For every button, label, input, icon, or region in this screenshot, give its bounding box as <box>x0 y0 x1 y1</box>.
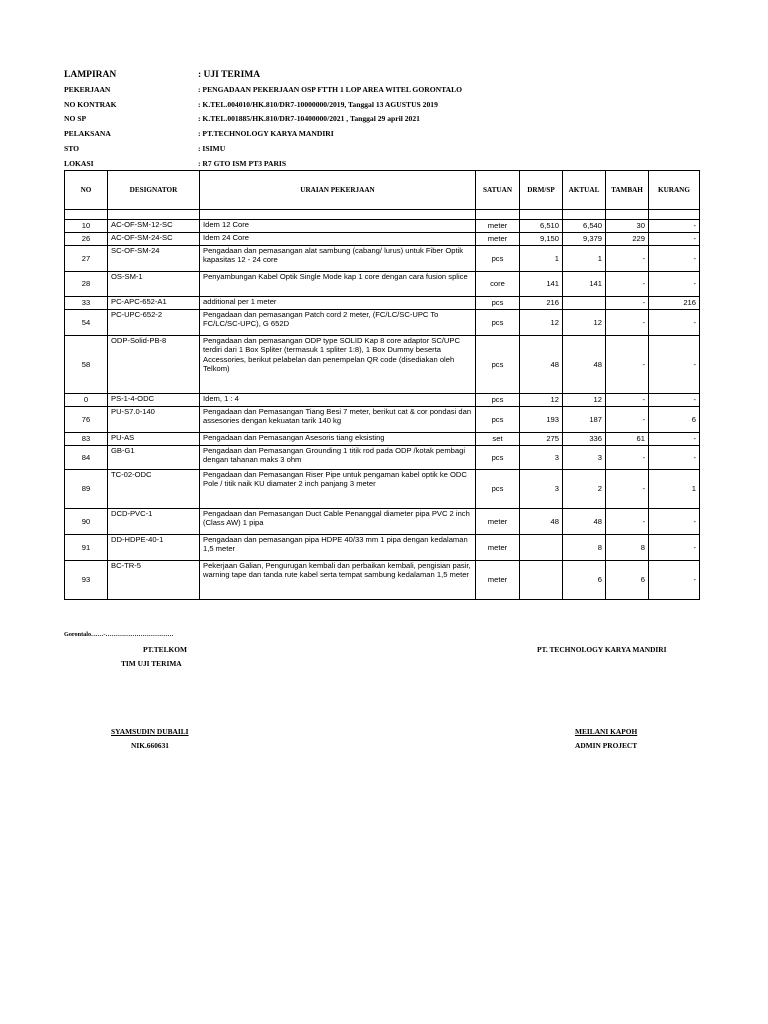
cell-tambah: 8 <box>606 535 649 561</box>
header-value: : PT.TECHNOLOGY KARYA MANDIRI <box>198 129 334 139</box>
table-row <box>65 336 700 394</box>
cell-kurang: - <box>649 446 700 470</box>
cell-drm-sp: 1 <box>520 246 563 272</box>
cell-no: 0 <box>65 394 108 407</box>
cell-uraian: Pengadaan dan pemasangan Patch cord 2 meter, (FC/LC/SC-UPC To FC/LC/SC-UPC), G 652D <box>200 310 476 336</box>
spacer-cell <box>649 210 700 220</box>
cell-aktual: 12 <box>563 394 606 407</box>
header-value: : K.TEL.001885/HK.810/DR7-10400000/2021 , Tanggal 29 april 2021 <box>198 114 420 124</box>
cell-drm-sp: 275 <box>520 433 563 446</box>
work-items-table <box>64 170 700 600</box>
cell-satuan: pcs <box>476 297 520 310</box>
cell-drm-sp: 48 <box>520 509 563 535</box>
column-header-drm-sp: DRM/SP <box>520 171 563 210</box>
cell-aktual: 141 <box>563 272 606 297</box>
header-label: LAMPIRAN <box>64 70 117 80</box>
cell-uraian: Penyambungan Kabel Optik Single Mode kap 1 core dengan cara fusion splice <box>200 272 476 297</box>
left-organization: PT.TELKOM <box>143 645 188 654</box>
cell-tambah: - <box>606 246 649 272</box>
cell-tambah: - <box>606 394 649 407</box>
cell-no: 76 <box>65 407 108 433</box>
header-value: : PENGADAAN PEKERJAAN OSP FTTH 1 LOP AREA WITEL GORONTALO <box>198 84 463 94</box>
cell-no: 93 <box>65 561 108 600</box>
cell-kurang: 1 <box>649 470 700 509</box>
cell-drm-sp: 9,150 <box>520 233 563 246</box>
cell-aktual: 3 <box>563 446 606 470</box>
cell-no: 54 <box>65 310 108 336</box>
cell-designator: PS-1-4-ODC <box>108 394 200 407</box>
table-row <box>65 446 700 470</box>
cell-designator: DD-HDPE-40-1 <box>108 535 200 561</box>
cell-aktual: 336 <box>563 433 606 446</box>
cell-satuan: meter <box>476 233 520 246</box>
cell-satuan: meter <box>476 220 520 233</box>
document-header <box>64 68 704 172</box>
cell-no: 27 <box>65 246 108 272</box>
cell-aktual: 187 <box>563 407 606 433</box>
cell-kurang: - <box>649 336 700 394</box>
table-row <box>65 470 700 509</box>
cell-drm-sp: 12 <box>520 394 563 407</box>
cell-designator: SC-OF-SM-24 <box>108 246 200 272</box>
cell-designator: PC-UPC-652-2 <box>108 310 200 336</box>
cell-uraian: Pengadaan dan pemasangan ODP type SOLID Kap 8 core adaptor SC/UPC terdiri dari 1 Box Spliter (termasuk 1 spliter 1:8), 1 Box Dummy beserta Accessories, berikut pelabelan dan penempelan QR code (disediakan oleh Telkom) <box>200 336 476 394</box>
cell-drm-sp: 6,510 <box>520 220 563 233</box>
cell-kurang: - <box>649 310 700 336</box>
header-label: LOKASI <box>64 158 94 168</box>
table-row <box>65 310 700 336</box>
header-label: PEKERJAAN <box>64 84 111 94</box>
cell-tambah: - <box>606 336 649 394</box>
cell-aktual: 6 <box>563 561 606 600</box>
cell-kurang: 216 <box>649 297 700 310</box>
table-row <box>65 407 700 433</box>
cell-drm-sp <box>520 561 563 600</box>
cell-kurang: - <box>649 433 700 446</box>
header-row-no-sp <box>64 112 704 127</box>
cell-no: 84 <box>65 446 108 470</box>
cell-uraian: Idem, 1 : 4 <box>200 394 476 407</box>
cell-satuan: meter <box>476 509 520 535</box>
cell-kurang: - <box>649 272 700 297</box>
column-header-designator: DESIGNATOR <box>108 171 200 210</box>
right-signer-title: ADMIN PROJECT <box>575 741 638 750</box>
header-row-pekerjaan <box>64 83 704 98</box>
cell-tambah: 229 <box>606 233 649 246</box>
cell-kurang: 6 <box>649 407 700 433</box>
table-row <box>65 220 700 233</box>
column-header-kurang: KURANG <box>649 171 700 210</box>
cell-designator: DCD-PVC-1 <box>108 509 200 535</box>
column-header-no: NO <box>65 171 108 210</box>
cell-kurang: - <box>649 561 700 600</box>
header-value: : R7 GTO ISM PT3 PARIS <box>198 158 287 168</box>
header-row-pelaksana <box>64 127 704 142</box>
cell-no: 10 <box>65 220 108 233</box>
header-row-lampiran <box>64 68 704 83</box>
cell-kurang: - <box>649 394 700 407</box>
header-label: STO <box>64 143 80 153</box>
cell-aktual: 12 <box>563 310 606 336</box>
header-label: PELAKSANA <box>64 129 111 139</box>
table-row <box>65 233 700 246</box>
table-header-row <box>65 171 700 210</box>
cell-designator: PU-AS <box>108 433 200 446</box>
cell-tambah: 61 <box>606 433 649 446</box>
cell-uraian: additional per 1 meter <box>200 297 476 310</box>
cell-satuan: pcs <box>476 246 520 272</box>
header-row-sto <box>64 142 704 157</box>
cell-uraian: Pengadaan dan Pemasangan Riser Pipe untuk pengaman kabel optik ke ODC Pole / titik naik KU diamater 2 inch panjang 3 meter <box>200 470 476 509</box>
cell-satuan: pcs <box>476 470 520 509</box>
table-row <box>65 246 700 272</box>
table-row <box>65 394 700 407</box>
cell-designator: AC-OF-SM-12-SC <box>108 220 200 233</box>
place-date: Gorontalo……-…………………………… <box>64 631 174 638</box>
table-row <box>65 272 700 297</box>
column-header-aktual: AKTUAL <box>563 171 606 210</box>
cell-kurang: - <box>649 535 700 561</box>
cell-aktual <box>563 297 606 310</box>
table-row <box>65 297 700 310</box>
cell-tambah: 30 <box>606 220 649 233</box>
cell-aktual: 48 <box>563 336 606 394</box>
cell-uraian: Pengadaan dan Pemasangan Grounding 1 titik rod pada ODP /kotak pembagi dengan tahanan maks 3 ohm <box>200 446 476 470</box>
cell-no: 83 <box>65 433 108 446</box>
spacer-cell <box>108 210 200 220</box>
spacer-cell <box>200 210 476 220</box>
cell-uraian: Pengadaan dan Pemasangan Tiang Besi 7 meter, berikut cat & cor pondasi dan assesories dengan kekuatan tarik 140 kg <box>200 407 476 433</box>
header-value: : UJI TERIMA <box>198 70 261 80</box>
right-signer-name: MEILANI KAPOH <box>575 727 638 736</box>
spacer-cell <box>476 210 520 220</box>
cell-aktual: 9,379 <box>563 233 606 246</box>
cell-designator: PC-APC-652-A1 <box>108 297 200 310</box>
cell-drm-sp <box>520 535 563 561</box>
cell-satuan: pcs <box>476 310 520 336</box>
header-row-no-kontrak <box>64 98 704 113</box>
cell-kurang: - <box>649 220 700 233</box>
cell-designator: BC-TR-5 <box>108 561 200 600</box>
cell-designator: PU-S7.0-140 <box>108 407 200 433</box>
left-signer-nik: NIK.660631 <box>131 741 169 750</box>
left-team: TIM UJI TERIMA <box>121 659 182 668</box>
cell-uraian: Idem 24 Core <box>200 233 476 246</box>
header-label: NO KONTRAK <box>64 99 117 109</box>
cell-satuan: meter <box>476 535 520 561</box>
cell-no: 58 <box>65 336 108 394</box>
column-header-tambah: TAMBAH <box>606 171 649 210</box>
cell-satuan: set <box>476 433 520 446</box>
cell-tambah: - <box>606 509 649 535</box>
cell-satuan: pcs <box>476 394 520 407</box>
spacer-cell <box>520 210 563 220</box>
cell-designator: ODP-Solid-PB-8 <box>108 336 200 394</box>
table-row <box>65 509 700 535</box>
cell-no: 91 <box>65 535 108 561</box>
cell-drm-sp: 141 <box>520 272 563 297</box>
cell-drm-sp: 48 <box>520 336 563 394</box>
column-header-satuan: SATUAN <box>476 171 520 210</box>
cell-uraian: Pengadaan dan Pemasangan Duct Cable Penanggal diameter pipa PVC 2 inch (Class AW) 1 pipa <box>200 509 476 535</box>
cell-satuan: core <box>476 272 520 297</box>
cell-tambah: - <box>606 470 649 509</box>
column-header-uraian: URAIAN PEKERJAAN <box>200 171 476 210</box>
cell-kurang: - <box>649 233 700 246</box>
cell-designator: GB-G1 <box>108 446 200 470</box>
cell-tambah: - <box>606 297 649 310</box>
header-value: : ISIMU <box>198 143 226 153</box>
spacer-cell <box>606 210 649 220</box>
cell-uraian: Pengadaan dan Pemasangan Asesoris tiang eksisting <box>200 433 476 446</box>
cell-tambah: 6 <box>606 561 649 600</box>
table-row <box>65 561 700 600</box>
cell-drm-sp: 12 <box>520 310 563 336</box>
cell-uraian: Pekerjaan Galian, Pengurugan kembali dan perbaikan kembali, pengisian pasir, warning tape dan tanda rute kabel serta tempat sambung kedalaman 1,5 meter <box>200 561 476 600</box>
cell-no: 90 <box>65 509 108 535</box>
cell-designator: AC-OF-SM-24-SC <box>108 233 200 246</box>
header-value: : K.TEL.004010/HK.810/DR7-10000000/2019, Tanggal 13 AGUSTUS 2019 <box>198 99 438 109</box>
cell-aktual: 48 <box>563 509 606 535</box>
cell-tambah: - <box>606 272 649 297</box>
cell-aktual: 2 <box>563 470 606 509</box>
spacer-cell <box>65 210 108 220</box>
cell-tambah: - <box>606 310 649 336</box>
cell-aktual: 1 <box>563 246 606 272</box>
cell-satuan: meter <box>476 561 520 600</box>
header-label: NO SP <box>64 114 87 124</box>
cell-tambah: - <box>606 407 649 433</box>
cell-uraian: Idem 12 Core <box>200 220 476 233</box>
cell-aktual: 8 <box>563 535 606 561</box>
cell-aktual: 6,540 <box>563 220 606 233</box>
spacer-cell <box>563 210 606 220</box>
cell-satuan: pcs <box>476 407 520 433</box>
cell-drm-sp: 3 <box>520 446 563 470</box>
table-spacer-row <box>65 210 700 220</box>
table-row <box>65 433 700 446</box>
right-organization: PT. TECHNOLOGY KARYA MANDIRI <box>537 645 667 654</box>
cell-designator: OS-SM-1 <box>108 272 200 297</box>
cell-satuan: pcs <box>476 446 520 470</box>
cell-tambah: - <box>606 446 649 470</box>
left-signer-name: SYAMSUDIN DUBAILI <box>111 727 189 736</box>
table-row <box>65 535 700 561</box>
cell-no: 89 <box>65 470 108 509</box>
cell-drm-sp: 216 <box>520 297 563 310</box>
cell-no: 26 <box>65 233 108 246</box>
cell-kurang: - <box>649 246 700 272</box>
cell-drm-sp: 3 <box>520 470 563 509</box>
cell-drm-sp: 193 <box>520 407 563 433</box>
cell-satuan: pcs <box>476 336 520 394</box>
cell-designator: TC-02-ODC <box>108 470 200 509</box>
cell-kurang: - <box>649 509 700 535</box>
cell-no: 28 <box>65 272 108 297</box>
cell-no: 33 <box>65 297 108 310</box>
cell-uraian: Pengadaan dan pemasangan alat sambung (cabang/ lurus) untuk Fiber Optik kapasitas 12 - 24 core <box>200 246 476 272</box>
cell-uraian: Pengadaan dan pemasangan pipa HDPE 40/33 mm 1 pipa dengan kedalaman 1,5 meter <box>200 535 476 561</box>
